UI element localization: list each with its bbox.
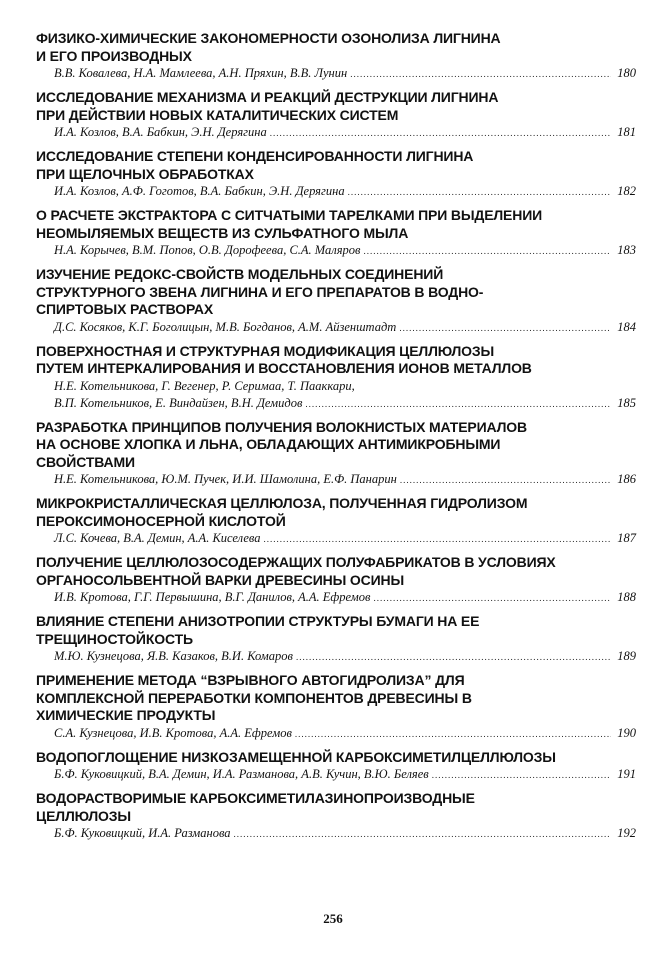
dot-leader [270, 124, 611, 142]
entry-title-line: НА ОСНОВЕ ХЛОПКА И ЛЬНА, ОБЛАДАЮЩИХ АНТИМИКРОБНЫМИ [36, 436, 501, 452]
entry-title-line: ИССЛЕДОВАНИЕ МЕХАНИЗМА И РЕАКЦИЙ ДЕСТРУКЦИИ ЛИГНИНА [36, 89, 499, 105]
dot-leader [264, 530, 611, 548]
entry-title-line: ПРИ ДЕЙСТВИИ НОВЫХ КАТАЛИТИЧЕСКИХ СИСТЕМ [36, 106, 399, 123]
entry-authors: В.П. Котельников, Е. Виндайзен, В.Н. Демидов [54, 395, 303, 410]
dot-leader [305, 395, 611, 413]
toc-entry [36, 30, 636, 83]
toc-entry [36, 672, 636, 743]
entry-authors-line [36, 589, 636, 607]
entry-title-line: РАЗРАБОТКА ПРИНЦИПОВ ПОЛУЧЕНИЯ ВОЛОКНИСТЫХ МАТЕРИАЛОВ [36, 418, 528, 435]
page-footer-number: 256 [323, 911, 343, 926]
entry-authors-line [36, 183, 636, 201]
entry-authors-line [36, 395, 636, 413]
entry-page-number: 187 [617, 531, 636, 545]
entry-page-number: 191 [617, 767, 636, 781]
entry-authors: Л.С. Кочева, В.А. Демин, А.А. Киселева [54, 531, 261, 545]
entry-authors-line [36, 124, 636, 142]
entry-authors-line [36, 242, 636, 260]
entry-title-line: ВОДОПОГЛОЩЕНИЕ НИЗКОЗАМЕЩЕННОЙ КАРБОКСИМЕТИЛЦЕЛЛЮЛОЗЫ [36, 748, 556, 765]
entry-authors-line [36, 648, 636, 666]
entry-authors: М.Ю. Кузнецова, Я.В. Казаков, В.И. Комаров [54, 649, 293, 663]
entry-title-line: ИЗУЧЕНИЕ РЕДОКС-СВОЙСТВ МОДЕЛЬНЫХ СОЕДИНЕНИЙ [36, 266, 444, 282]
entry-authors: Н.А. Корычев, В.М. Попов, О.В. Дорофеева, С.А. Маляров [54, 243, 361, 257]
entry-title-line: СПИРТОВЫХ РАСТВОРАХ [36, 301, 214, 317]
toc-entry [36, 266, 636, 337]
entry-authors: Н.Е. Котельникова, Ю.М. Пучек, И.И. Шамолина, Е.Ф. Панарин [54, 472, 397, 486]
entry-title-line: ПРИМЕНЕНИЕ МЕТОДА “ВЗРЫВНОГО АВТОГИДРОЛИЗА” ДЛЯ [36, 672, 465, 688]
entry-authors-line [36, 471, 636, 489]
entry-title-line: ПОЛУЧЕНИЕ ЦЕЛЛЮЛОЗОСОДЕРЖАЩИХ ПОЛУФАБРИКАТОВ В УСЛОВИЯХ [36, 554, 556, 570]
toc-entry [36, 343, 636, 413]
entry-page-number: 192 [617, 826, 636, 840]
entry-title-line: ИССЛЕДОВАНИЕ СТЕПЕНИ КОНДЕНСИРОВАННОСТИ ЛИГНИНА [36, 148, 474, 164]
entry-page-number: 182 [617, 184, 636, 198]
entry-title-line: О РАСЧЕТЕ ЭКСТРАКТОРА С СИТЧАТЫМИ ТАРЕЛКАМИ ПРИ ВЫДЕЛЕНИИ [36, 207, 543, 223]
entry-authors: Н.Е. Котельникова, Г. Вегенер, Р. Серимаа, Т. Пааккари, [54, 378, 355, 393]
dot-leader [399, 319, 611, 337]
entry-title-line: МИКРОКРИСТАЛЛИЧЕСКАЯ ЦЕЛЛЮЛОЗА, ПОЛУЧЕННАЯ ГИДРОЛИЗОМ [36, 495, 528, 511]
entry-page-number: 186 [617, 472, 636, 486]
toc-entry [36, 790, 636, 843]
table-of-contents [36, 30, 636, 849]
entry-page-number: 185 [617, 395, 636, 410]
entry-title-line: И ЕГО ПРОИЗВОДНЫХ [36, 47, 192, 64]
toc-entry [36, 89, 636, 142]
entry-authors-line [36, 825, 636, 843]
entry-authors: И.А. Козлов, А.Ф. Гоготов, В.А. Бабкин, Э.Н. Дерягина [54, 184, 345, 198]
entry-title-line: ПРИ ЩЕЛОЧНЫХ ОБРАБОТКАХ [36, 165, 254, 182]
entry-title-line: ОРГАНОСОЛЬВЕНТНОЙ ВАРКИ ДРЕВЕСИНЫ ОСИНЫ [36, 571, 405, 588]
entry-title-line: КОМПЛЕКСНОЙ ПЕРЕРАБОТКИ КОМПОНЕНТОВ ДРЕВЕСИНЫ В [36, 689, 472, 706]
entry-title-line: НЕОМЫЛЯЕМЫХ ВЕЩЕСТВ ИЗ СУЛЬФАТНОГО МЫЛА [36, 224, 409, 241]
entry-authors: И.В. Кротова, Г.Г. Первышина, В.Г. Данилов, А.А. Ефремов [54, 590, 371, 604]
entry-page-number: 181 [617, 125, 636, 139]
entry-authors: Б.Ф. Куковицкий, В.А. Демин, И.А. Разманова, А.В. Кучин, В.Ю. Беляев [54, 767, 429, 781]
entry-page-number: 190 [617, 725, 636, 740]
entry-title-line: ТРЕЩИНОСТОЙКОСТЬ [36, 630, 193, 647]
entry-title-line: СВОЙСТВАМИ [36, 453, 135, 470]
toc-entry [36, 613, 636, 666]
dot-leader [348, 183, 611, 201]
dot-leader [350, 65, 611, 83]
entry-title-line: СТРУКТУРНОГО ЗВЕНА ЛИГНИНА И ЕГО ПРЕПАРАТОВ В ВОДНО- [36, 283, 484, 300]
entry-authors: Б.Ф. Куковицкий, И.А. Разманова [54, 826, 231, 840]
toc-entry [36, 148, 636, 201]
entry-title-line: ПУТЕМ ИНТЕРКАЛИРОВАНИЯ И ВОССТАНОВЛЕНИЯ ИОНОВ МЕТАЛЛОВ [36, 360, 532, 376]
entry-title-line: ПЕРОКСИМОНОСЕРНОЙ КИСЛОТОЙ [36, 512, 286, 529]
dot-leader [296, 648, 611, 666]
entry-title-line: ВОДОРАСТВОРИМЫЕ КАРБОКСИМЕТИЛАЗИНОПРОИЗВОДНЫЕ [36, 790, 475, 806]
entry-authors: В.В. Ковалева, Н.А. Мамлеева, А.Н. Пряхин, В.В. Лунин [54, 66, 348, 80]
dot-leader [432, 766, 611, 784]
entry-page-number: 183 [617, 243, 636, 257]
entry-authors-line [36, 378, 636, 395]
entry-authors-line [36, 766, 636, 784]
entry-authors: С.А. Кузнецова, И.В. Кротова, А.А. Ефремов [54, 725, 292, 740]
toc-entry [36, 495, 636, 548]
entry-title-line: ФИЗИКО-ХИМИЧЕСКИЕ ЗАКОНОМЕРНОСТИ ОЗОНОЛИЗА ЛИГНИНА [36, 30, 501, 46]
entry-title-line: ПОВЕРХНОСТНАЯ И СТРУКТУРНАЯ МОДИФИКАЦИЯ ЦЕЛЛЮЛОЗЫ [36, 342, 495, 359]
entry-title-line: ЦЕЛЛЮЛОЗЫ [36, 807, 131, 824]
entry-title-line: ХИМИЧЕСКИЕ ПРОДУКТЫ [36, 707, 216, 723]
entry-authors: Д.С. Косяков, К.Г. Боголицын, М.В. Богданов, А.М. Айзенштадт [54, 319, 397, 334]
toc-entry [36, 207, 636, 260]
dot-leader [400, 471, 611, 489]
toc-entry [36, 749, 636, 785]
entry-authors-line [36, 65, 636, 83]
dot-leader [363, 242, 611, 260]
dot-leader [295, 725, 611, 743]
entry-page-number: 180 [617, 66, 636, 80]
entry-page-number: 188 [617, 590, 636, 604]
entry-page-number: 189 [617, 649, 636, 663]
dot-leader [373, 589, 611, 607]
entry-authors-line [36, 530, 636, 548]
entry-page-number: 184 [617, 319, 636, 334]
dot-leader [234, 825, 611, 843]
entry-authors-line [36, 319, 636, 337]
entry-authors-line [36, 725, 636, 743]
toc-entry [36, 419, 636, 490]
toc-entry [36, 554, 636, 607]
entry-title-line: ВЛИЯНИЕ СТЕПЕНИ АНИЗОТРОПИИ СТРУКТУРЫ БУМАГИ НА ЕЕ [36, 613, 480, 629]
entry-authors: И.А. Козлов, В.А. Бабкин, Э.Н. Дерягина [54, 125, 267, 139]
